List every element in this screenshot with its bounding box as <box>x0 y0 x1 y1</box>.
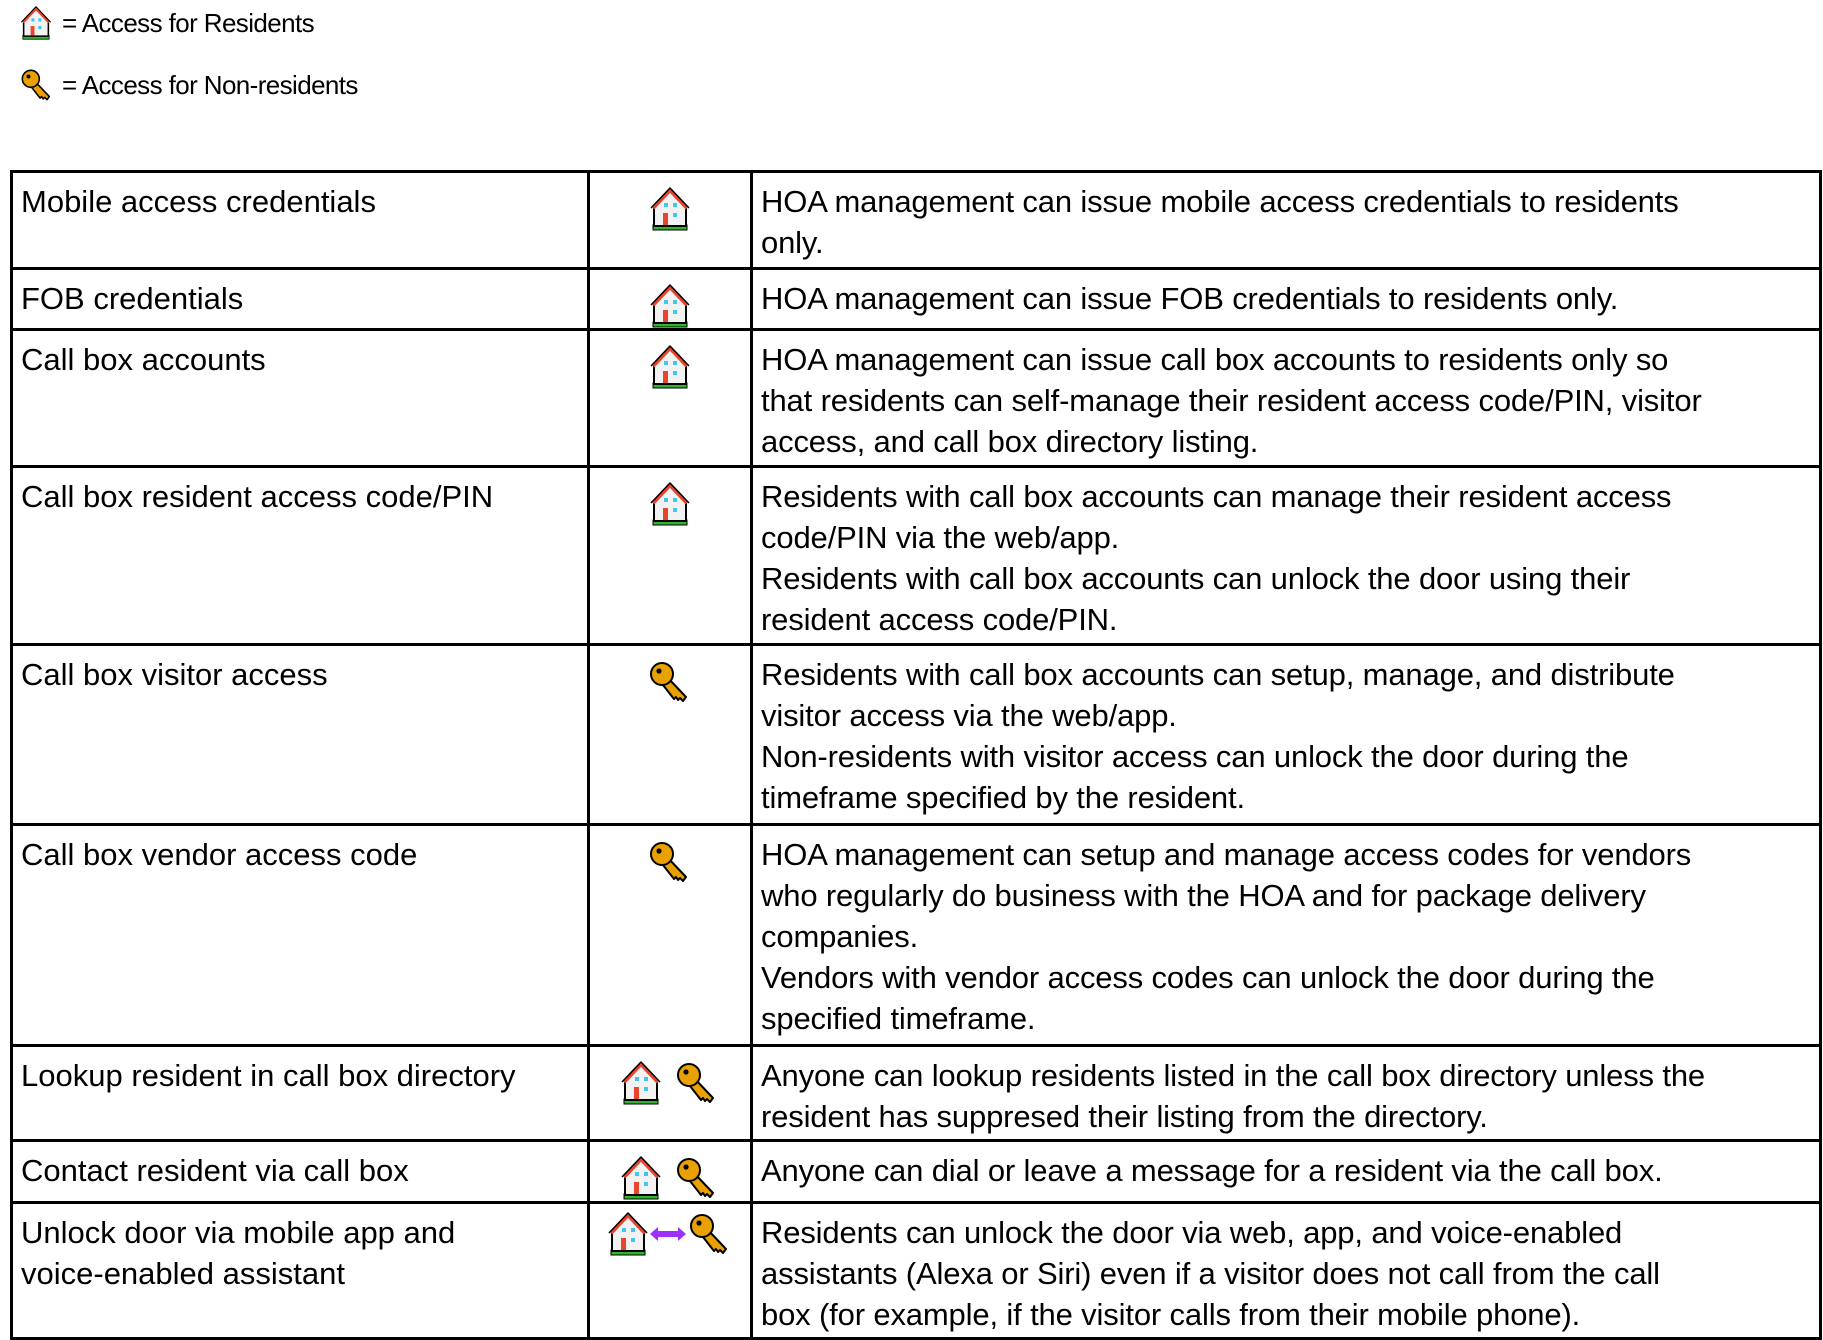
access-table <box>10 170 1822 1340</box>
description-text: HOA management can setup and manage access codes for vendors who regularly do business with the HOA and for package delivery companies. Vendors with vendor access codes can unlock the door during the specified timeframe. <box>761 837 1692 1036</box>
feature-label: Call box visitor access <box>21 657 328 692</box>
access-icons-cell <box>589 269 752 330</box>
description-text: HOA management can issue FOB credentials to residents only. <box>761 281 1619 316</box>
feature-label: Lookup resident in call box directory <box>21 1058 516 1093</box>
description-cell <box>752 645 1821 825</box>
access-icons-cell <box>589 1046 752 1141</box>
house-icon <box>650 482 690 526</box>
feature-cell <box>12 330 589 467</box>
feature-cell <box>12 172 589 269</box>
access-icons <box>590 270 750 328</box>
description-cell <box>752 172 1821 269</box>
feature-label: Contact resident via call box <box>21 1153 409 1188</box>
legend-residents-label: = Access for Residents <box>62 7 314 38</box>
feature-cell <box>12 1203 589 1339</box>
house-icon <box>650 284 690 328</box>
feature-label: Call box accounts <box>21 342 266 377</box>
access-icons <box>590 331 750 389</box>
access-icons-cell <box>589 172 752 269</box>
feature-label: FOB credentials <box>21 281 244 316</box>
table-row <box>12 1046 1821 1141</box>
key-icon <box>648 840 692 884</box>
description-cell <box>752 269 1821 330</box>
house-icon <box>650 345 690 389</box>
house-icon <box>650 187 690 231</box>
feature-label: Call box vendor access code <box>21 837 418 872</box>
description-cell <box>752 1046 1821 1141</box>
access-icons-cell <box>589 1203 752 1339</box>
feature-label: Unlock door via mobile app and voice-enabled assistant <box>21 1215 456 1291</box>
table-row <box>12 269 1821 330</box>
feature-cell <box>12 825 589 1046</box>
legend-residents <box>20 6 314 40</box>
key-icon <box>20 68 54 102</box>
house-icon <box>621 1156 661 1200</box>
access-icons <box>590 1047 750 1105</box>
feature-cell <box>12 269 589 330</box>
table-row <box>12 172 1821 269</box>
access-icons-cell <box>589 467 752 645</box>
description-cell <box>752 467 1821 645</box>
access-icons-cell <box>589 825 752 1046</box>
access-icons-cell <box>589 1141 752 1203</box>
table-row <box>12 645 1821 825</box>
feature-cell <box>12 1046 589 1141</box>
description-text: Anyone can lookup residents listed in the call box directory unless the resident has suppresed their listing from the directory. <box>761 1058 1706 1134</box>
feature-cell <box>12 467 589 645</box>
description-text: Anyone can dial or leave a message for a resident via the call box. <box>761 1153 1663 1188</box>
legend-non-residents <box>20 68 358 102</box>
access-icons-cell <box>589 645 752 825</box>
table-row <box>12 1203 1821 1339</box>
access-icons <box>590 646 750 704</box>
description-text: HOA management can issue mobile access credentials to residents only. <box>761 184 1679 260</box>
access-icons <box>590 468 750 526</box>
house-icon <box>20 6 54 40</box>
access-icons <box>590 1204 750 1256</box>
table-row <box>12 467 1821 645</box>
feature-label: Mobile access credentials <box>21 184 376 219</box>
description-cell <box>752 330 1821 467</box>
description-cell <box>752 1203 1821 1339</box>
legend-non-residents-label: = Access for Non-residents <box>62 69 358 100</box>
table-row <box>12 330 1821 467</box>
key-icon <box>675 1061 719 1105</box>
house-icon <box>608 1212 648 1256</box>
house-icon <box>621 1061 661 1105</box>
access-icons <box>590 826 750 884</box>
key-icon <box>675 1156 719 1200</box>
access-icons <box>590 1142 750 1200</box>
description-cell <box>752 825 1821 1046</box>
feature-cell <box>12 1141 589 1203</box>
description-text: Residents with call box accounts can setup, manage, and distribute visitor access via the web/app. Non-residents with visitor access can unlock the door during the timeframe specified by the resident. <box>761 657 1675 815</box>
access-icons-cell <box>589 330 752 467</box>
table-row <box>12 825 1821 1046</box>
table-row <box>12 1141 1821 1203</box>
description-cell <box>752 1141 1821 1203</box>
description-text: Residents can unlock the door via web, app, and voice-enabled assistants (Alexa or Siri) even if a visitor does not call from the call box (for example, if the visitor calls from their mobile phone). <box>761 1215 1660 1332</box>
feature-label: Call box resident access code/PIN <box>21 479 494 514</box>
feature-cell <box>12 645 589 825</box>
description-text: Residents with call box accounts can manage their resident access code/PIN via the web/app. Residents with call box accounts can unlock the door using their resident access code/PIN. <box>761 479 1672 637</box>
key-icon <box>688 1212 732 1256</box>
access-icons <box>590 173 750 231</box>
bidirectional-arrow-icon <box>650 1225 686 1243</box>
key-icon <box>648 660 692 704</box>
description-text: HOA management can issue call box accounts to residents only so that residents can self-manage their resident access code/PIN, visitor access, and call box directory listing. <box>761 342 1702 459</box>
